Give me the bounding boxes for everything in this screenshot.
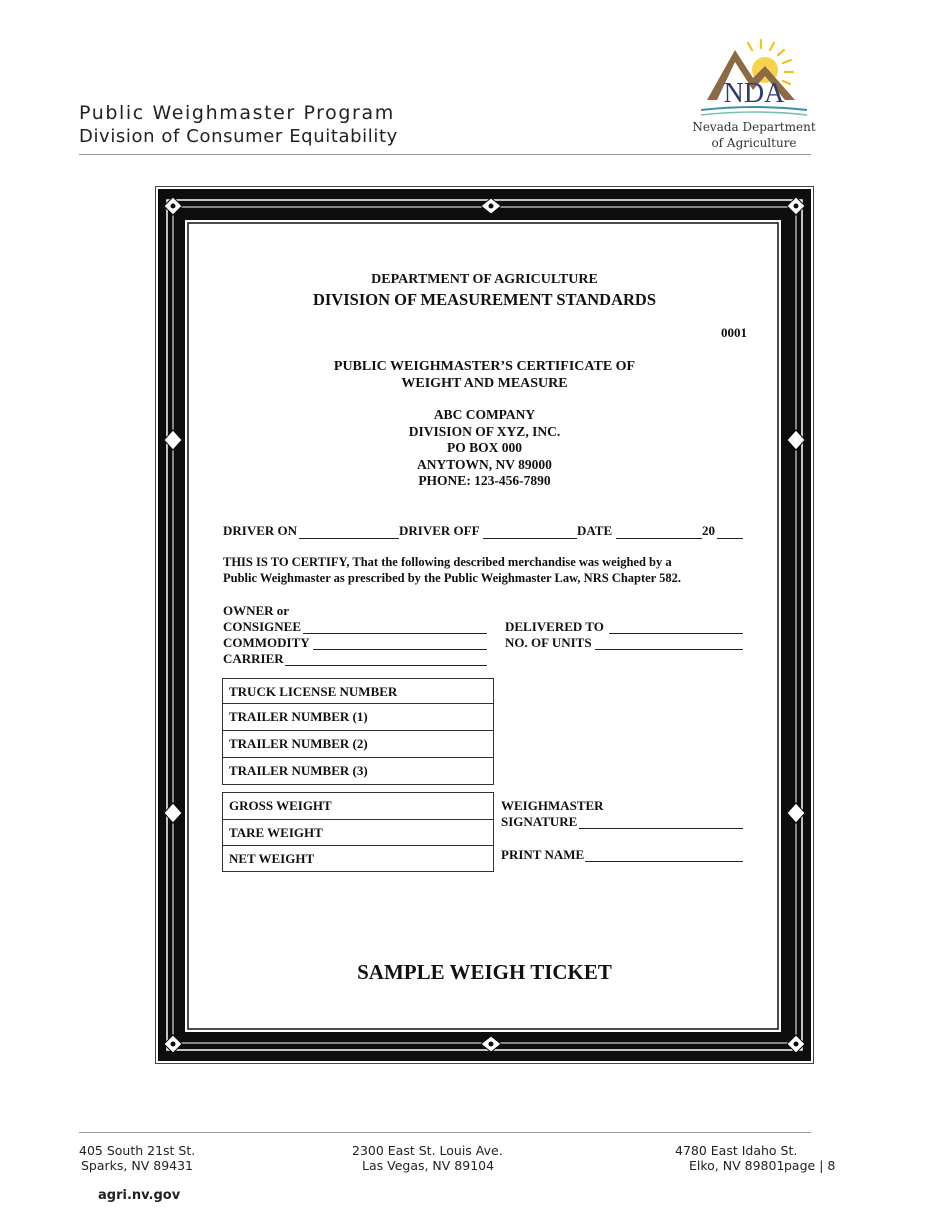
date-line <box>616 538 702 539</box>
company-division: DIVISION OF XYZ, INC. <box>408 424 561 439</box>
commodity-line <box>313 649 487 650</box>
weigh-ticket-image <box>155 186 814 1064</box>
company-phone: PHONE: 123-456-7890 <box>418 473 551 488</box>
company-city: ANYTOWN, NV 89000 <box>417 457 552 472</box>
weighmaster-label: WEIGHMASTER <box>501 798 604 813</box>
logo-text: NDA <box>723 78 785 109</box>
company-po-box: PO BOX 000 <box>446 440 522 455</box>
las-vegas-address-line2: Las Vegas, NV 89104 <box>362 1158 495 1173</box>
footer-rule <box>79 1132 811 1133</box>
carrier-label: CARRIER <box>223 651 284 666</box>
cert-title-line1: PUBLIC WEIGHMASTER’S CERTIFICATE OF <box>333 359 636 374</box>
date-label: DATE <box>577 523 613 538</box>
units-line <box>595 649 743 650</box>
trailer-row-3: TRAILER NUMBER (3) <box>229 763 368 778</box>
certify-line2: Public Weighmaster as prescribed by the Public Weighmaster Law, NRS Chapter 582. <box>223 571 682 585</box>
units-label: NO. OF UNITS <box>505 635 592 650</box>
sparks-address-line1: 405 South 21st St. <box>79 1143 196 1158</box>
page-number: page | 8 <box>784 1158 836 1173</box>
elko-address-line2: Elko, NV 89801 <box>689 1158 785 1173</box>
cert-title-line2: WEIGHT AND MEASURE <box>401 376 568 391</box>
trailer-row-2: TRAILER NUMBER (2) <box>223 731 493 758</box>
certify-line1: THIS IS TO CERTIFY, That the following described merchandise was weighed by a <box>223 555 672 569</box>
delivered-to-label: DELIVERED TO <box>505 619 604 634</box>
truck-trailer-table <box>222 678 494 785</box>
ticket-dept: DEPARTMENT OF AGRICULTURE <box>371 272 598 287</box>
signature-line <box>579 828 743 829</box>
commodity-label: COMMODITY <box>223 635 310 650</box>
weight-table <box>222 792 494 872</box>
website-link[interactable]: agri.nv.gov <box>98 1188 181 1203</box>
net-weight-row: NET WEIGHT <box>229 851 315 866</box>
ticket-number: 0001 <box>721 325 747 340</box>
tare-weight-row: TARE WEIGHT <box>223 820 493 846</box>
las-vegas-address-line1: 2300 East St. Louis Ave. <box>352 1143 503 1158</box>
division-title: Division of Consumer Equitability <box>79 126 398 147</box>
driver-on-line <box>299 538 399 539</box>
year-label: 20 <box>702 523 715 538</box>
truck-row: TRUCK LICENSE NUMBER <box>223 679 493 704</box>
signature-label: SIGNATURE <box>501 814 578 829</box>
logo-name-line2: of Agriculture <box>711 136 797 150</box>
print-name-label: PRINT NAME <box>501 847 585 862</box>
program-title: Public Weighmaster Program <box>79 102 395 124</box>
print-name-line <box>585 861 743 862</box>
logo-name-line1: Nevada Department <box>692 120 816 134</box>
driver-off-label: DRIVER OFF <box>399 523 480 538</box>
ticket-division: DIVISION OF MEASUREMENT STANDARDS <box>312 290 657 309</box>
gross-weight-row: GROSS WEIGHT <box>223 793 493 820</box>
trailer-row-1: TRAILER NUMBER (1) <box>223 704 493 731</box>
carrier-line <box>285 665 487 666</box>
delivered-to-line <box>609 633 743 634</box>
consignee-line <box>303 633 487 634</box>
company-name: ABC COMPANY <box>433 407 536 422</box>
year-line <box>717 538 743 539</box>
sample-ticket-title: SAMPLE WEIGH TICKET <box>357 960 612 984</box>
driver-on-label: DRIVER ON <box>223 523 298 538</box>
driver-off-line <box>483 538 577 539</box>
elko-address-line1: 4780 East Idaho St. <box>675 1143 798 1158</box>
consignee-label: CONSIGNEE <box>223 619 302 634</box>
owner-label: OWNER or <box>223 603 290 618</box>
sparks-address-line2: Sparks, NV 89431 <box>81 1158 194 1173</box>
header-rule <box>79 154 811 155</box>
